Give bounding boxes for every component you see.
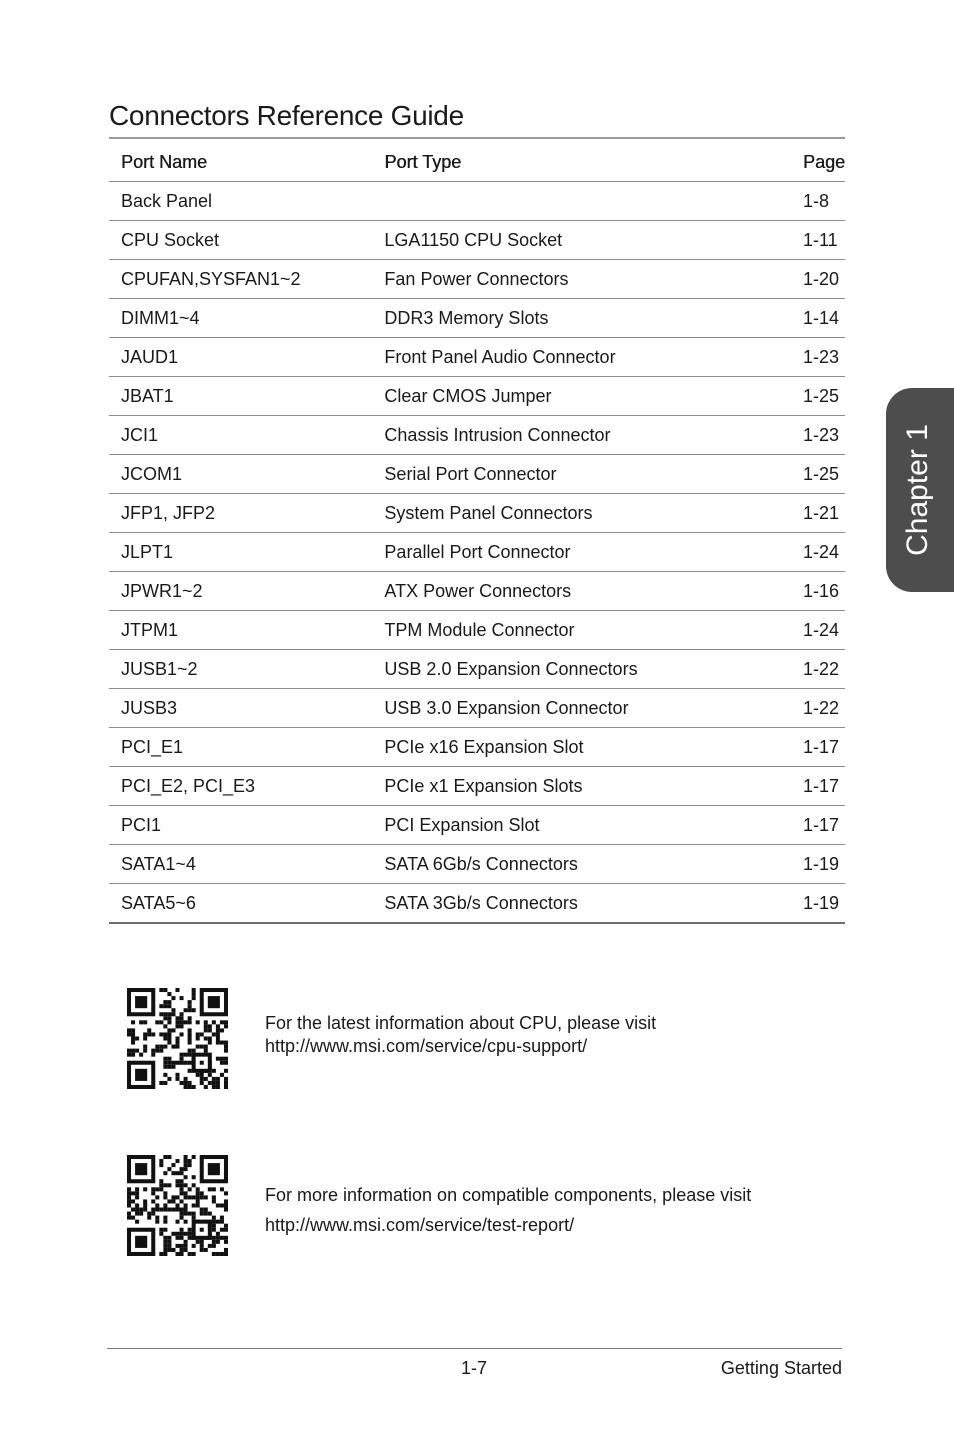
header-page: Page xyxy=(791,143,845,182)
page-cell: 1-21 xyxy=(791,494,845,533)
port-name-cell: DIMM1~4 xyxy=(109,299,372,338)
port-type-cell: SATA 3Gb/s Connectors xyxy=(372,884,791,924)
port-type-cell: System Panel Connectors xyxy=(372,494,791,533)
table-row xyxy=(109,572,845,611)
port-name-cell: CPUFAN,SYSFAN1~2 xyxy=(109,260,372,299)
table-row xyxy=(109,611,845,650)
footer-divider xyxy=(107,1348,842,1349)
port-type-cell: LGA1150 CPU Socket xyxy=(372,221,791,260)
table-row xyxy=(109,455,845,494)
page-cell: 1-16 xyxy=(791,572,845,611)
page-cell: 1-24 xyxy=(791,611,845,650)
cpu-support-text: For the latest information about CPU, please visit xyxy=(265,1013,657,1033)
table-row xyxy=(109,884,845,924)
table-row xyxy=(109,845,845,884)
port-type-cell: Front Panel Audio Connector xyxy=(372,338,791,377)
port-name-cell: JUSB3 xyxy=(109,689,372,728)
cpu-support-url[interactable]: http://www.msi.com/service/cpu-support/ xyxy=(265,1036,588,1056)
port-type-cell: SATA 6Gb/s Connectors xyxy=(372,845,791,884)
port-name-cell: PCI_E1 xyxy=(109,728,372,767)
chapter-tab-label: Chapter 1 xyxy=(901,424,934,556)
test-report-note xyxy=(265,1180,751,1240)
port-type-cell: Fan Power Connectors xyxy=(372,260,791,299)
port-name-cell: SATA1~4 xyxy=(109,845,372,884)
header-port-name: Port Name xyxy=(109,143,372,182)
table-row xyxy=(109,338,845,377)
page-cell: 1-20 xyxy=(791,260,845,299)
header-port-type: Port Type xyxy=(372,143,791,182)
page-cell: 1-17 xyxy=(791,767,845,806)
qr-code-cpu-support xyxy=(127,988,228,1089)
page-cell: 1-25 xyxy=(791,455,845,494)
page-number: 1-7 xyxy=(461,1358,488,1378)
page-cell: 1-23 xyxy=(791,338,845,377)
page-title: Connectors Reference Guide xyxy=(109,100,464,131)
table-row xyxy=(109,689,845,728)
port-name-cell: CPU Socket xyxy=(109,221,372,260)
port-name-cell: Back Panel xyxy=(109,182,372,221)
port-type-cell: TPM Module Connector xyxy=(372,611,791,650)
port-type-cell: Clear CMOS Jumper xyxy=(372,377,791,416)
table-row xyxy=(109,416,845,455)
table-row xyxy=(109,221,845,260)
page-cell: 1-24 xyxy=(791,533,845,572)
port-type-cell: USB 3.0 Expansion Connector xyxy=(372,689,791,728)
port-type-cell: PCIe x16 Expansion Slot xyxy=(372,728,791,767)
page-cell: 1-22 xyxy=(791,689,845,728)
connectors-table xyxy=(109,143,845,924)
port-name-cell: JLPT1 xyxy=(109,533,372,572)
port-type-cell: PCIe x1 Expansion Slots xyxy=(372,767,791,806)
table-row xyxy=(109,299,845,338)
qr-code-icon xyxy=(127,988,228,1089)
page-cell: 1-17 xyxy=(791,728,845,767)
page-cell: 1-17 xyxy=(791,806,845,845)
table-row xyxy=(109,533,845,572)
port-name-cell: PCI1 xyxy=(109,806,372,845)
title-divider xyxy=(109,137,845,139)
port-name-cell: JTPM1 xyxy=(109,611,372,650)
section-name: Getting Started xyxy=(720,1358,842,1378)
table-row xyxy=(109,767,845,806)
table-row xyxy=(109,650,845,689)
page-cell: 1-25 xyxy=(791,377,845,416)
port-name-cell: JUSB1~2 xyxy=(109,650,372,689)
table-header-row xyxy=(109,143,845,182)
qr-code-test-report xyxy=(127,1155,228,1256)
page-cell: 1-14 xyxy=(791,299,845,338)
test-report-text: For more information on compatible components, please visit xyxy=(265,1185,752,1205)
page-cell: 1-11 xyxy=(791,221,845,260)
port-name-cell: JPWR1~2 xyxy=(109,572,372,611)
port-type-cell: Parallel Port Connector xyxy=(372,533,791,572)
port-name-cell: JFP1, JFP2 xyxy=(109,494,372,533)
port-name-cell: JBAT1 xyxy=(109,377,372,416)
port-type-cell: PCI Expansion Slot xyxy=(372,806,791,845)
chapter-tab xyxy=(886,388,954,592)
port-name-cell: JCOM1 xyxy=(109,455,372,494)
table-row xyxy=(109,260,845,299)
port-type-cell: ATX Power Connectors xyxy=(372,572,791,611)
page-cell: 1-19 xyxy=(791,884,845,924)
table-row xyxy=(109,182,845,221)
port-name-cell: PCI_E2, PCI_E3 xyxy=(109,767,372,806)
table-row xyxy=(109,728,845,767)
port-name-cell: SATA5~6 xyxy=(109,884,372,924)
page-cell: 1-8 xyxy=(791,182,845,221)
table-row xyxy=(109,377,845,416)
port-name-cell: JCI1 xyxy=(109,416,372,455)
table-row xyxy=(109,806,845,845)
port-type-cell: Serial Port Connector xyxy=(372,455,791,494)
table-row xyxy=(109,494,845,533)
port-type-cell xyxy=(372,182,791,221)
page-cell: 1-19 xyxy=(791,845,845,884)
port-type-cell: Chassis Intrusion Connector xyxy=(372,416,791,455)
port-type-cell: DDR3 Memory Slots xyxy=(372,299,791,338)
port-type-cell: USB 2.0 Expansion Connectors xyxy=(372,650,791,689)
qr-code-icon xyxy=(127,1155,228,1256)
port-name-cell: JAUD1 xyxy=(109,338,372,377)
cpu-support-note xyxy=(265,1012,656,1058)
page-cell: 1-22 xyxy=(791,650,845,689)
page-cell: 1-23 xyxy=(791,416,845,455)
test-report-url[interactable]: http://www.msi.com/service/test-report/ xyxy=(265,1215,575,1235)
